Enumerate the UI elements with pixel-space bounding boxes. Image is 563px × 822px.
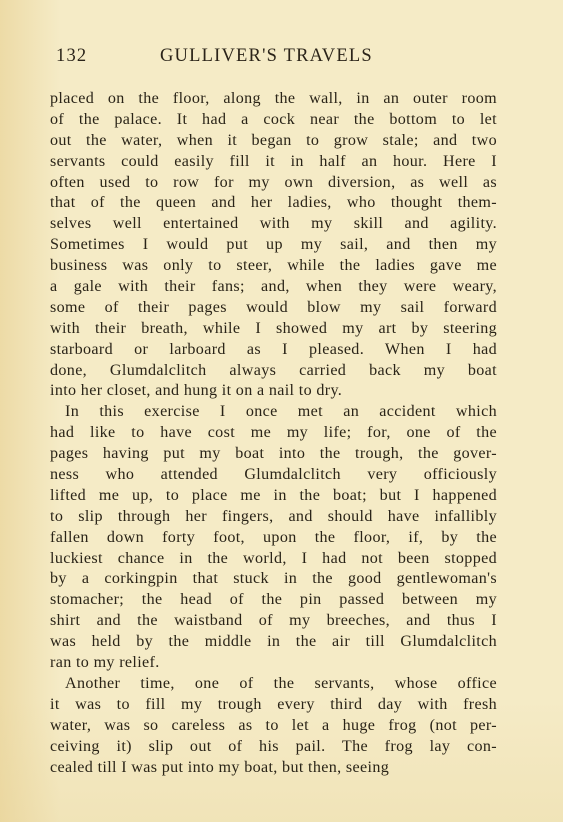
text-line: that of the queen and her ladies, who thought them- <box>50 194 497 212</box>
page-header <box>56 46 506 72</box>
text-line: of the palace. It had a cock near the bottom to let <box>50 110 497 128</box>
text-line: done, Glumdalclitch always carried back my boat <box>50 361 497 379</box>
text-line: some of their pages would blow my sail forward <box>50 298 497 316</box>
text-line: often used to row for my own diversion, as well as <box>50 173 497 191</box>
text-line: a gale with their fans; and, when they were weary, <box>50 278 497 296</box>
text-line: shirt and the waistband of my breeches, and thus I <box>50 612 497 630</box>
text-line: into her closet, and hung it on a nail to dry. <box>50 382 343 400</box>
text-line: cealed till I was put into my boat, but then, seeing <box>50 758 390 776</box>
page-number: 132 <box>56 46 88 66</box>
text-line: placed on the floor, along the wall, in an outer room <box>50 90 497 107</box>
text-line: was held by the middle in the air till Glumdalclitch <box>50 633 497 651</box>
text-line: out the water, when it began to grow stale; and two <box>50 131 497 149</box>
paragraph <box>50 89 497 402</box>
running-title: GULLIVER'S TRAVELS <box>160 46 373 66</box>
text-line: lifted me up, to place me in the boat; but I happened <box>50 486 497 504</box>
text-line: water, was so careless as to let a huge frog (not per- <box>50 716 497 734</box>
text-line: with their breath, while I showed my art by steering <box>50 319 497 337</box>
text-line: ran to my relief. <box>50 654 160 672</box>
text-line: starboard or larboard as I pleased. When I had <box>50 340 497 358</box>
body-text <box>50 89 497 778</box>
text-line: it was to fill my trough every third day with fresh <box>50 695 497 713</box>
text-line: In this exercise I once met an accident which <box>65 403 497 421</box>
text-line: business was only to steer, while the ladies gave me <box>50 257 497 275</box>
text-line: servants could easily fill it in half an hour. Here I <box>50 152 497 170</box>
text-line: ness who attended Glumdalclitch very officiously <box>50 466 497 484</box>
text-line: had like to have cost me my life; for, one of the <box>50 424 497 442</box>
text-line: luckiest chance in the world, I had not been stopped <box>50 549 497 567</box>
paragraph <box>50 402 497 674</box>
text-line: by a corkingpin that stuck in the good gentlewoman's <box>50 570 497 588</box>
text-line: fallen down forty foot, upon the floor, if, by the <box>50 528 497 546</box>
text-line: Another time, one of the servants, whose office <box>65 674 497 692</box>
text-line: selves well entertained with my skill and agility. <box>50 215 497 233</box>
paragraph <box>50 674 497 778</box>
text-line: Sometimes I would put up my sail, and then my <box>50 236 497 254</box>
text-line: ceiving it) slip out of his pail. The frog lay con- <box>50 737 497 755</box>
text-line: pages having put my boat into the trough, the gover- <box>50 445 497 463</box>
text-line: stomacher; the head of the pin passed between my <box>50 591 497 609</box>
text-line: to slip through her fingers, and should have infallibly <box>50 507 497 525</box>
